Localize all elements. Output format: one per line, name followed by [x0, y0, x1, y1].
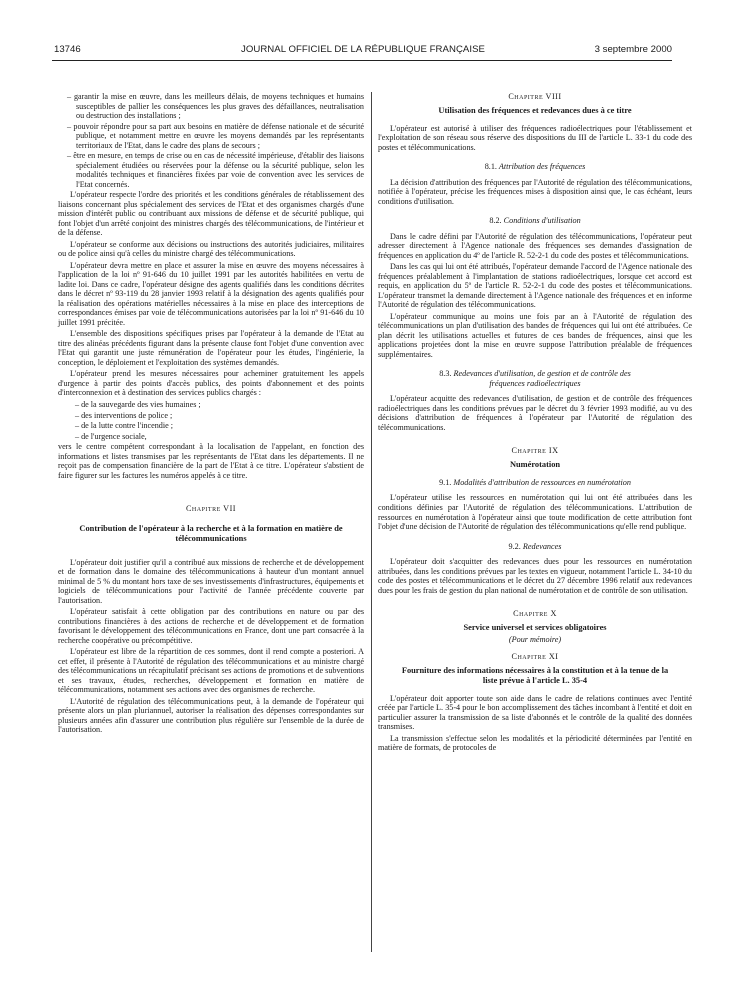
paragraph: Dans les cas qui lui ont été attribués, l'opérateur demande l'accord de l'Agence nationale des fréquences préalablement à l'implantation de stations radioélectriques, lorsque cet accord est requis, en application du 5º de l'article R. 52-2-1 du code des postes et télécommunications. L'opérateur transmet la demande directement à l'Agence nationale des fréquences et en informe l'Autorité de régulation des télécommunications.	[378, 262, 692, 310]
paragraph: vers le centre compétent correspondant à la localisation de l'appelant, en fonction des informations et listes transmises par les représentants de l'Etat dans les départements. Il ne reçoit pas de compensation financière de la part de l'Etat à ce titre. L'opérateur s'abstient de faire figurer sur les factures les numéros appelés à ce titre.	[58, 442, 364, 480]
chapter-label: Chapitre XI	[511, 652, 559, 662]
chapter-title: Numérotation	[509, 459, 561, 469]
issue-date: 3 septembre 2000	[594, 44, 672, 55]
right-column	[378, 92, 692, 755]
section-heading: 8.3. Redevances d'utilisation, de gestion et de contrôle des fréquences radioélectriques	[439, 369, 631, 388]
page-header	[54, 44, 672, 58]
paragraph: L'opérateur est libre de la répartition de ces sommes, dont il rend compte a posteriori. A cet effet, il présente à l'Autorité de régulation des télécommunications et au ministre chargé des télécommunications un récapitulatif précisant ses actions de promotions et de subventions et ses travaux, études, recherches, développement et formation en matière de télécommunications, notamment ses actions avec des organismes de recherche.	[58, 647, 364, 695]
paragraph: L'opérateur prend les mesures nécessaires pour acheminer gratuitement les appels d'urgence à partir des points d'accès publics, des points d'abonnement et des points d'interconnexion et à destination des services publics chargés :	[58, 369, 364, 398]
journal-title: JOURNAL OFFICIEL DE LA RÉPUBLIQUE FRANÇAISE	[240, 44, 485, 55]
section-heading: 9.2. Redevances	[508, 541, 562, 551]
header-rule	[52, 60, 672, 61]
left-column	[58, 92, 364, 737]
column-divider	[371, 92, 372, 952]
list-item: – de la sauvegarde des vies humaines ;	[66, 400, 364, 410]
paragraph: L'opérateur satisfait à cette obligation par des contributions en nature ou par des contributions financières à des actions de recherche et de développement et de formation favorisant le développement des télécommunications en France, dont une part consacrée à la recherche coopérative ou précompétitive.	[58, 607, 364, 645]
paragraph: L'opérateur utilise les ressources en numérotation qui lui ont été attribuées dans les conditions définies par l'Autorité de régulation des télécommunications. L'attribution de ressources en numérotation à l'opérateur ainsi que toute modification de cette attribution font l'objet d'une décision de l'Autorité de régulation des télécommunications qu'elle rend publique.	[378, 493, 692, 532]
chapter-title: Fourniture des informations nécessaires à la constitution et à la tenue de la liste prévue à l'article L. 35-4	[401, 665, 669, 685]
paragraph: L'opérateur respecte l'ordre des priorités et les conditions générales de rétablissement des liaisons concernant plus spécialement des services de l'Etat et des organismes chargés d'une mission d'intérêt public ou contribuant aux missions de défense et de sécurité publique, qui font l'objet d'un arrêté conjoint des ministres chargés des télécommunications, de l'intérieur et de la défense.	[58, 190, 364, 238]
chapter-title: Utilisation des fréquences et redevances dues à ce titre	[438, 105, 632, 115]
paragraph: La décision d'attribution des fréquences par l'Autorité de régulation des télécommunications, notifiée à l'opérateur, précise les fréquences mises à disposition ainsi que, le cas échéant, leurs conditions d'utilisation.	[378, 177, 692, 206]
list-item: – de la lutte contre l'incendie ;	[66, 421, 364, 431]
list-item: – pouvoir répondre pour sa part aux besoins en matière de défense nationale et de sécurité publique, et notamment mettre en œuvre les moyens demandés par les représentants territoriaux de l'Etat, dans le cadre des plans de secours ;	[58, 122, 364, 151]
list-item: – de l'urgence sociale,	[66, 432, 364, 442]
memo-note: (Pour mémoire)	[508, 634, 562, 644]
section-heading: 9.1. Modalités d'attribution de ressources en numérotation	[439, 477, 631, 487]
paragraph: La transmission s'effectue selon les modalités et la périodicité déterminées par l'entité en matière de formats, de protocoles de	[378, 733, 692, 753]
chapter-label: Chapitre VII	[185, 504, 237, 514]
paragraph: Dans le cadre défini par l'Autorité de régulation des télécommunications, l'opérateur peut adresser directement à l'Agence nationale des fréquences ses demandes d'assignation de fréquences en application du 4º de l'article R. 52-2-1 du code des postes et télécommunications.	[378, 231, 692, 260]
chapter-title: Contribution de l'opérateur à la recherche et à la formation en matière de télécommunications	[79, 523, 343, 543]
chapter-label: Chapitre VIII	[508, 92, 562, 101]
paragraph: L'opérateur communique au moins une fois par an à l'Autorité de régulation des télécommunications un plan d'utilisation des bandes de fréquences qui lui ont été attribuées. Ce plan décrit les utilisations actuelles et futures de ces bandes de fréquences, ainsi que les applications projetées dont la mise en œuvre suppose l'attribution préalable de fréquences supplémentaires.	[378, 311, 692, 359]
paragraph: L'opérateur doit justifier qu'il a contribué aux missions de recherche et de développement et de formation dans le domaine des télécommunications à hauteur d'un montant annuel minimal de 5 % du montant hors taxe de ses investissements d'infrastructures, équipements et logiciels de télécommunications pour l'activité de l'année précédente couverte par l'autorisation.	[58, 557, 364, 605]
paragraph: L'opérateur doit s'acquitter des redevances dues pour les ressources en numérotation attribuées, dans les conditions prévues par les textes en vigueur, notamment l'article L. 34-10 du code des postes et télécommunications et le décret du 27 décembre 1996 relatif aux redevances dues pour les frais de gestion du plan national de numérotation et de contrôle de son utilisation.	[378, 557, 692, 595]
list-item: – des interventions de police ;	[66, 411, 364, 421]
paragraph: L'opérateur acquitte des redevances d'utilisation, de gestion et de contrôle des fréquences radioélectriques dans les conditions prévues par le décret du 3 février 1993 modifié, au vu des décisions d'attribution de fréquences à l'opérateur par l'Autorité de régulation des télécommunications.	[378, 394, 692, 432]
chapter-label: Chapitre X	[513, 609, 557, 619]
chapter-label: Chapitre IX	[511, 446, 559, 456]
chapter-title: Service universel et services obligatoires	[463, 622, 607, 632]
list-item: – garantir la mise en œuvre, dans les meilleurs délais, de moyens techniques et humains susceptibles de pallier les conséquences les plus graves des défaillances, neutralisation ou destruction des installations ;	[58, 92, 364, 121]
page-number: 13746	[54, 44, 81, 55]
section-heading: 8.1. Attribution des fréquences	[484, 162, 586, 172]
paragraph: L'opérateur doit apporter toute son aide dans le cadre de relations continues avec l'entité créée par l'article L. 35-4 pour le bon accomplissement des tâches incombant à l'entité et doit en particulier assurer la transmission de sa liste d'abonnés et le contrôle de la qualité des données transmises.	[378, 693, 692, 732]
paragraph: L'Autorité de régulation des télécommunications peut, à la demande de l'opérateur qui présente alors un plan pluriannuel, autoriser la réalisation des dépenses correspondantes sur plusieurs années afin d'assurer une contribution plus régulière sur l'ensemble de la durée de l'autorisation.	[58, 696, 364, 735]
paragraph: L'opérateur devra mettre en place et assurer la mise en œuvre des moyens nécessaires à l'application de la loi nº 91-646 du 10 juillet 1991 par les autorités habilitées en vertu de ladite loi. Dans ce cadre, l'opérateur désigne des agents qualifiés dans les conditions décrites dans le décret nº 93-119 du 28 janvier 1993 relatif à la désignation des agents qualifiés pour la réalisation des opérations matérielles nécessaires à la mise en place des interceptions de correspondances émises par voie de télécommunications autorisées par la loi nº 91-646 du 10 juillet 1991 précitée.	[58, 260, 364, 327]
paragraph: L'ensemble des dispositions spécifiques prises par l'opérateur à la demande de l'Etat au titre des alinéas précédents figurant dans la présente clause font l'objet d'une convention avec l'Etat qui garantit une juste rémunération de l'opérateur pour les études, l'ingénierie, la conception, le déploiement et l'exploitation des systèmes demandés.	[58, 329, 364, 367]
list-item: – être en mesure, en temps de crise ou en cas de nécessité impérieuse, d'établir des liaisons spécialement étudiées ou réservées pour la défense ou la sécurité publique, selon les modalités techniques et financières fixées par voie de convention avec les services de l'Etat concernés.	[58, 151, 364, 189]
paragraph: L'opérateur est autorisé à utiliser des fréquences radioélectriques pour l'établissement et l'exploitation de son réseau sous réserve des dispositions du III de l'article L. 33-1 du code des postes et télécommunications.	[378, 123, 692, 152]
paragraph: L'opérateur se conforme aux décisions ou instructions des autorités judiciaires, militaires ou de police ainsi qu'à celles du ministre chargé des télécommunications.	[58, 239, 364, 259]
section-heading: 8.2. Conditions d'utilisation	[489, 216, 581, 226]
